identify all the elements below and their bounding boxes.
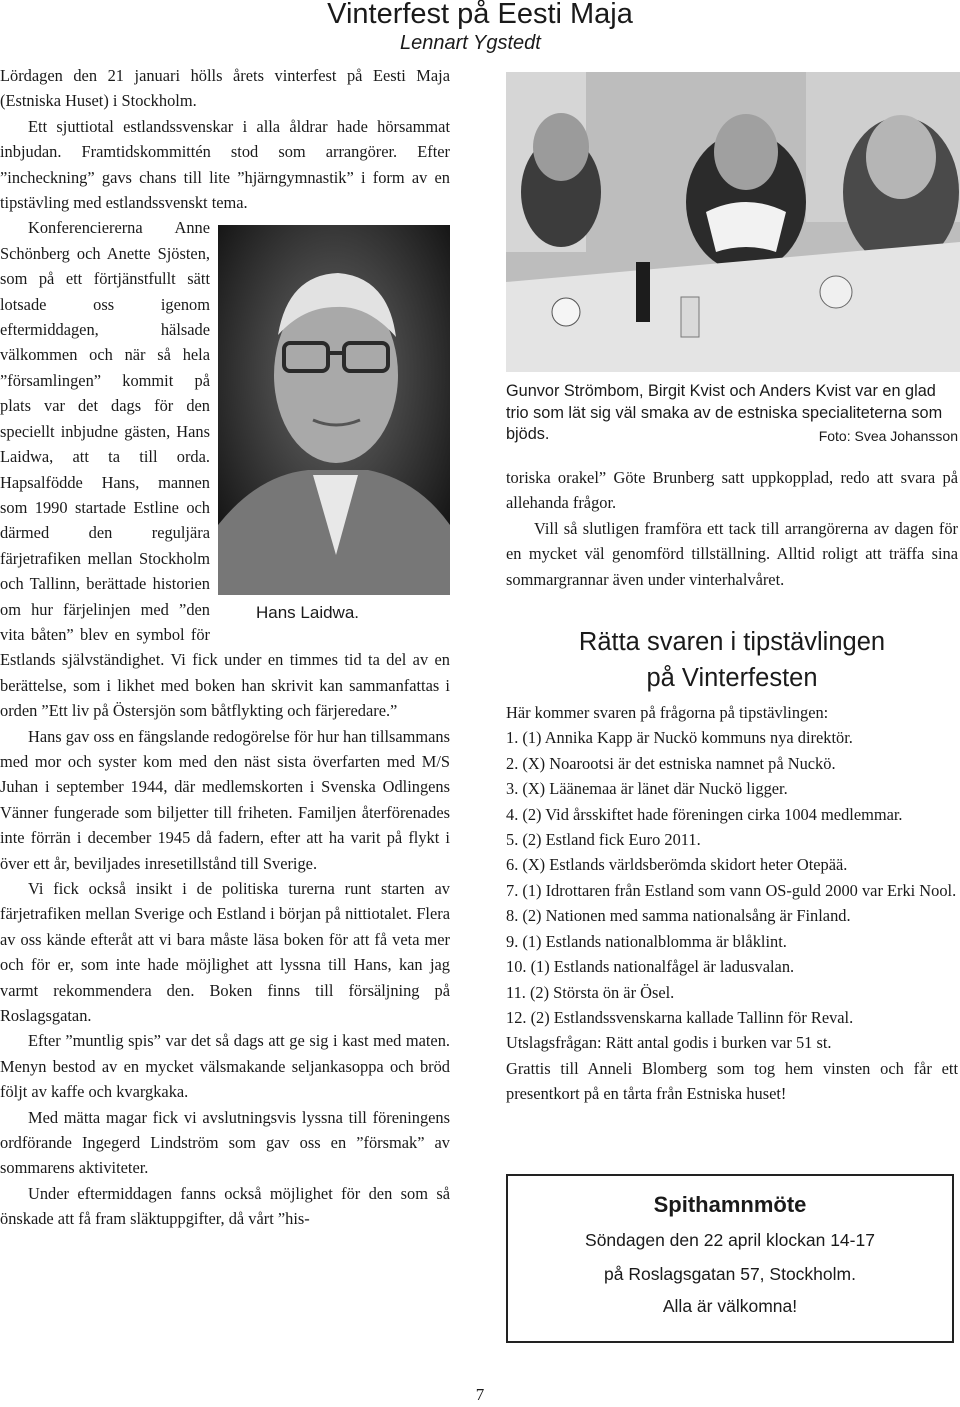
answer-item: 5. (2) Estland fick Euro 2011. — [506, 830, 701, 850]
answers-heading-line-1: Rätta svaren i tipstävlingen — [578, 628, 886, 657]
orakel-paragraph: toriska orakel” Göte Brunberg satt uppkopplad, redo att svara på allehanda frågor. — [506, 468, 958, 513]
answer-item: 8. (2) Nationen med samma nationalsång är Finland. — [506, 906, 851, 926]
winner-paragraph: Grattis till Anneli Blomberg som tog hem vinsten och får ett presentkort på en tårta från Estniska huset! — [506, 1058, 958, 1104]
portrait-photo — [218, 225, 450, 595]
answer-item: 1. (1) Annika Kapp är Nuckö kommuns nya direktör. — [506, 728, 853, 748]
answer-item: 12. (2) Estlandssvenskarna kallade Tallinn för Reval. — [506, 1007, 854, 1027]
intro-paragraph-2: Ett sjuttiotal estlandssvenskar i alla åldrar hade hörsammat inbjudan. Framtidskommittén stod som arrangörer. Efter ”incheckning” gavs chans till lite ”hjärngymnastik” i form av en tipstävling med estlandssvenskt tema. — [0, 116, 450, 213]
photo-caption-text: Gunvor Strömbom, Birgit Kvist och Anders Kvist var en glad trio som lät sig väl smaka av de estniska specialiteterna som bjöds. — [506, 382, 943, 443]
insikt-paragraph: Vi fick också insikt i de politiska turerna runt starten av färjetrafiken mellan Sverige och Estland i början på nittiotalet. Flera av oss kände efteråt att vi bara måste läsa boken för att få veta mer och för er, som inte hade möjlighet att lyssna till Hans, kan jag varmt rekommendera den. Boken finns till försäljning på Roslagsgatan. — [0, 879, 450, 1026]
magar-paragraph: Med mätta magar fick vi avslutningsvis lyssna till föreningens ordförande Ingegerd Lindström som gav oss en ”försmak” av sommarens aktiviteter. — [0, 1107, 450, 1178]
answers-heading — [506, 624, 958, 696]
answer-item: 2. (X) Noarootsi är det estniska namnet på Nuckö. — [506, 753, 836, 773]
konferencier-text: Konferenciererna Anne Schönberg och Anette Sjösten, som på ett förtjänstfullt sätt lotsade oss igenom eftermiddagen, hälsade välkommen och när så hela ”församlingen” kommit på plats var det dags för den speciellt inbjudne gästen, Hans Laidwa, att ta till orda. Hapsalfödde Hans, mannen som 1990 startade Estline och därmed den reguljära färjetrafiken mellan Stockholm och Tallinn, berättade historien om hur färjelinjen med ”den vita båten” blev en symbol för Estlands självständighet. Vi fick under en timmes tid ta del av en berättelse, som i likhet med boken han skrivit kan sammanfattas i orden ”Ett liv på Östersjön som båtflykting och färjeredare.” — [0, 218, 450, 721]
intro-paragraph-1: Lördagen den 21 januari hölls årets vinterfest på Eesti Maja (Estniska Huset) i Stockholm. — [0, 66, 450, 111]
article-title-text: Vinterfest på Eesti Maja — [327, 0, 633, 30]
konferencier-paragraph — [0, 215, 450, 723]
photo-caption — [506, 381, 958, 448]
dinner-photo — [506, 72, 960, 372]
notice-title: Spithamnmöte — [653, 1192, 807, 1217]
slakt-paragraph: Under eftermiddagen fanns också möjlighet för den som så önskade att få fram släktuppgifter, då vårt ”his- — [0, 1183, 450, 1229]
tiebreak-answer: Utslagsfrågan: Rätt antal godis i burken var 51 st. — [506, 1033, 832, 1053]
answer-item: 10. (1) Estlands nationalfågel är ladusvalan. — [506, 957, 795, 977]
meeting-notice-box — [506, 1174, 954, 1343]
answer-item: 7. (1) Idrottaren från Estland som vann OS-guld 2000 var Erki Nool. — [506, 880, 957, 900]
answer-item: 9. (1) Estlands nationalblomma är blåklint. — [506, 931, 787, 951]
photo-credit: Foto: Svea Johansson — [818, 428, 958, 444]
answers-list — [506, 725, 958, 1030]
article-title — [0, 0, 960, 31]
answers-heading-line-2: på Vinterfesten — [646, 664, 818, 693]
byline: Lennart Ygstedt — [400, 32, 541, 54]
right-column — [506, 465, 958, 1107]
answer-item: 4. (2) Vid årsskiftet hade föreningen cirka 1004 medlemmar. — [506, 804, 903, 824]
notice-address: på Roslagsgatan 57, Stockholm. — [604, 1264, 856, 1284]
tack-paragraph: Vill så slutligen framföra ett tack till arrangörerna av dagen för en mycket väl genomförd tillställning. Alltid roligt att träffa sina sommargrannar även under vinterhalvåret. — [506, 518, 958, 589]
page-number: 7 — [475, 1385, 485, 1404]
spis-paragraph: Efter ”muntlig spis” var det så dags att ge sig i kast med maten. Menyn bestod av en mycket välsmakande seljankasoppa och bröd följt av kaffe och kvargkaka. — [0, 1031, 450, 1102]
portrait-caption: Hans Laidwa. — [256, 603, 360, 623]
answers-intro: Här kommer svaren på frågorna på tipstävlingen: — [506, 703, 829, 723]
answer-item: 11. (2) Största ön är Ösel. — [506, 982, 675, 1002]
fangslande-paragraph: Hans gav oss en fängslande redogörelse för hur han tillsammans med mor och syster kom med den näst sista överfarten med M/S Juhan i september 1944, där medlemskorten i Svenska Odlingens Vänner fungerade som biljetter till friheten. Familjen återförenades inte förrän i december 1945 då fadern, efter att ha varit på flykt i över ett år, beviljades inresetillstånd till Sverige. — [0, 726, 450, 873]
left-column — [0, 63, 450, 1232]
notice-date: Söndagen den 22 april klockan 14-17 — [585, 1230, 875, 1250]
answer-item: 3. (X) Läänemaa är länet där Nuckö ligger. — [506, 779, 788, 799]
answer-item: 6. (X) Estlands världsberömda skidort heter Otepää. — [506, 855, 848, 875]
portrait-figure — [218, 225, 450, 630]
notice-welcome: Alla är välkomna! — [662, 1296, 798, 1316]
